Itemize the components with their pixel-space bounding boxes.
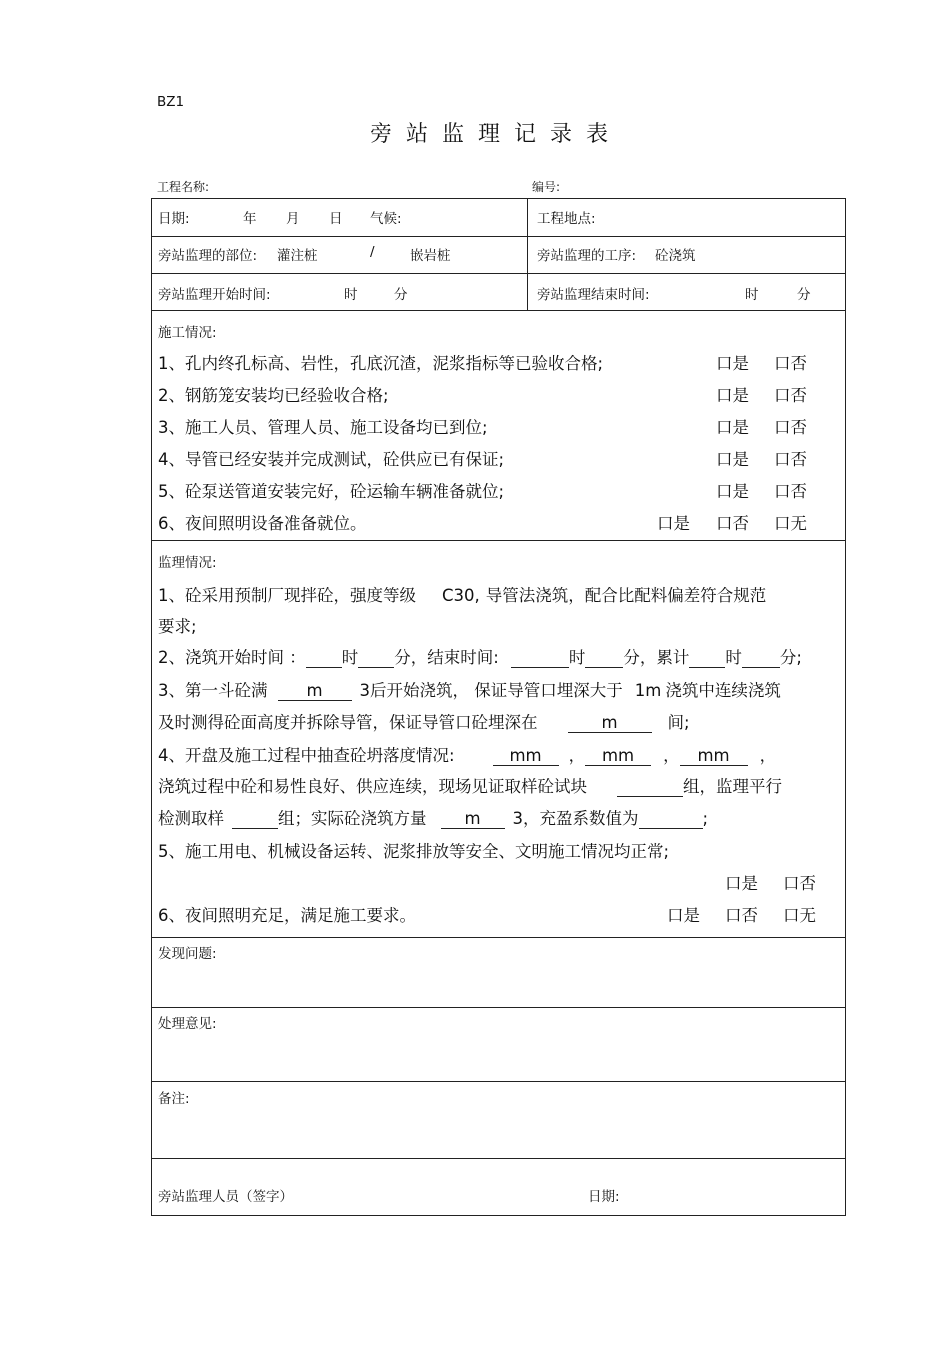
date-label: 日期: xyxy=(158,211,190,227)
construction-6-yes-checkbox[interactable]: 口是 xyxy=(657,514,690,533)
pour-total-hour-field[interactable] xyxy=(689,648,725,668)
construction-3-no-checkbox[interactable]: 口否 xyxy=(774,418,807,437)
remarks-label: 备注: xyxy=(158,1091,190,1107)
construction-2-yes-checkbox[interactable]: 口是 xyxy=(716,386,749,405)
embed-depth-value: 1m xyxy=(634,681,662,700)
first-batch-volume-field[interactable]: m xyxy=(278,681,352,701)
parallel-sample-count-field[interactable] xyxy=(232,809,278,829)
pour-start-minute-field[interactable] xyxy=(358,648,394,668)
filling-coefficient-field[interactable] xyxy=(639,809,703,829)
issues-label: 发现问题: xyxy=(158,946,217,962)
signature-label: 旁站监理人员（签字） xyxy=(158,1189,293,1205)
construction-3-yes-checkbox[interactable]: 口是 xyxy=(716,418,749,437)
concrete-grade-value: C30, xyxy=(442,586,480,605)
number-label: 编号: xyxy=(532,180,561,194)
day-label: 日 xyxy=(329,211,343,227)
construction-heading: 施工情况: xyxy=(158,325,217,341)
construction-item-6: 6、夜间照明设备准备就位。 xyxy=(158,514,367,533)
part-cast-pile: 灌注桩 xyxy=(277,248,318,264)
year-label: 年 xyxy=(243,211,257,227)
supervision-item-5: 5、施工用电、机械设备运转、泥浆排放等安全、文明施工情况均正常; xyxy=(158,842,670,861)
doc-code: BZ1 xyxy=(157,94,185,110)
pour-total-minute-field[interactable] xyxy=(742,648,780,668)
end-minute-label: 分 xyxy=(797,287,811,303)
supervision-5-yes-checkbox[interactable]: 口是 xyxy=(725,874,758,893)
project-name-label: 工程名称: xyxy=(157,180,210,194)
start-minute-label: 分 xyxy=(394,287,408,303)
supervision-6-none-checkbox[interactable]: 口无 xyxy=(783,906,816,925)
supervision-item-4-line-2: 浇筑过程中砼和易性良好、供应连续，现场见证取样砼试块 组，监理平行 xyxy=(158,777,782,796)
supervision-process-label: 旁站监理的工序: xyxy=(537,248,637,264)
supervision-item-2: 2、浇筑开始时间 ： 时 分，结束时间: 时 分，累计 时 分; xyxy=(158,648,802,667)
construction-1-yes-checkbox[interactable]: 口是 xyxy=(716,354,749,373)
supervision-item-4-line-3: 检测取样 组；实际砼浇筑方量 m 3，充盈系数值为 ; xyxy=(158,809,709,828)
supervision-6-no-checkbox[interactable]: 口否 xyxy=(725,906,758,925)
supervision-6-yes-checkbox[interactable]: 口是 xyxy=(667,906,700,925)
construction-4-no-checkbox[interactable]: 口否 xyxy=(774,450,807,469)
part-rock-pile: 嵌岩桩 xyxy=(410,248,451,264)
end-hour-label: 时 xyxy=(745,287,759,303)
end-time-label: 旁站监理结束时间: xyxy=(537,287,650,303)
construction-item-1: 1、孔内终孔标高、岩性，孔底沉渣，泥浆指标等已验收合格; xyxy=(158,354,604,373)
location-label: 工程地点: xyxy=(537,211,596,227)
construction-item-3: 3、施工人员、管理人员、施工设备均已到位; xyxy=(158,418,488,437)
page-title: 旁站监理记录表 xyxy=(370,122,623,147)
supervision-item-3-line-2: 及时测得砼面高度并拆除导管，保证导管口砼埋深在 m 间; xyxy=(158,713,690,732)
supervision-item-1-line-2: 要求; xyxy=(158,617,197,636)
concrete-volume-field[interactable]: m xyxy=(441,809,505,829)
construction-1-no-checkbox[interactable]: 口否 xyxy=(774,354,807,373)
supervision-heading: 监理情况: xyxy=(158,555,217,571)
construction-2-no-checkbox[interactable]: 口否 xyxy=(774,386,807,405)
supervision-part-label: 旁站监理的部位: xyxy=(158,248,258,264)
pour-end-minute-field[interactable] xyxy=(585,648,623,668)
construction-item-5: 5、砼泵送管道安装完好，砼运输车辆准备就位; xyxy=(158,482,505,501)
supervision-process-value: 砼浇筑 xyxy=(655,248,696,264)
start-hour-label: 时 xyxy=(344,287,358,303)
construction-6-none-checkbox[interactable]: 口无 xyxy=(774,514,807,533)
signature-date-label: 日期: xyxy=(588,1189,620,1205)
pour-start-hour-field[interactable] xyxy=(306,648,342,668)
construction-item-2: 2、钢筋笼安装均已经验收合格; xyxy=(158,386,389,405)
slump-1-field[interactable]: mm xyxy=(493,746,559,766)
slump-3-field[interactable]: mm xyxy=(680,746,748,766)
slump-2-field[interactable]: mm xyxy=(585,746,651,766)
start-time-label: 旁站监理开始时间: xyxy=(158,287,271,303)
embed-depth-range-field[interactable]: m xyxy=(568,713,652,733)
pour-end-hour-field[interactable] xyxy=(511,648,569,668)
supervision-item-1-line-1: 1、砼采用预制厂现拌砼，强度等级 C30, 导管法浇筑，配合比配料偏差符合规范 xyxy=(158,586,767,605)
supervision-item-4-line-1: 4、开盘及施工过程中抽查砼坍落度情况: mm ， mm ， mm ， xyxy=(158,746,777,765)
part-separator: / xyxy=(370,244,375,260)
supervision-5-no-checkbox[interactable]: 口否 xyxy=(783,874,816,893)
weather-label: 气候: xyxy=(370,211,402,227)
witness-sample-count-field[interactable] xyxy=(617,777,683,797)
construction-6-no-checkbox[interactable]: 口否 xyxy=(716,514,749,533)
supervision-item-3-line-1: 3、第一斗砼满 m 3后开始浇筑， 保证导管口埋深大于 1m 浇筑中连续浇筑 xyxy=(158,681,781,700)
supervision-item-6: 6、夜间照明充足，满足施工要求。 xyxy=(158,906,416,925)
construction-item-4: 4、导管已经安装并完成测试，砼供应已有保证; xyxy=(158,450,505,469)
construction-5-no-checkbox[interactable]: 口否 xyxy=(774,482,807,501)
handling-label: 处理意见: xyxy=(158,1016,217,1032)
construction-5-yes-checkbox[interactable]: 口是 xyxy=(716,482,749,501)
month-label: 月 xyxy=(286,211,300,227)
construction-4-yes-checkbox[interactable]: 口是 xyxy=(716,450,749,469)
